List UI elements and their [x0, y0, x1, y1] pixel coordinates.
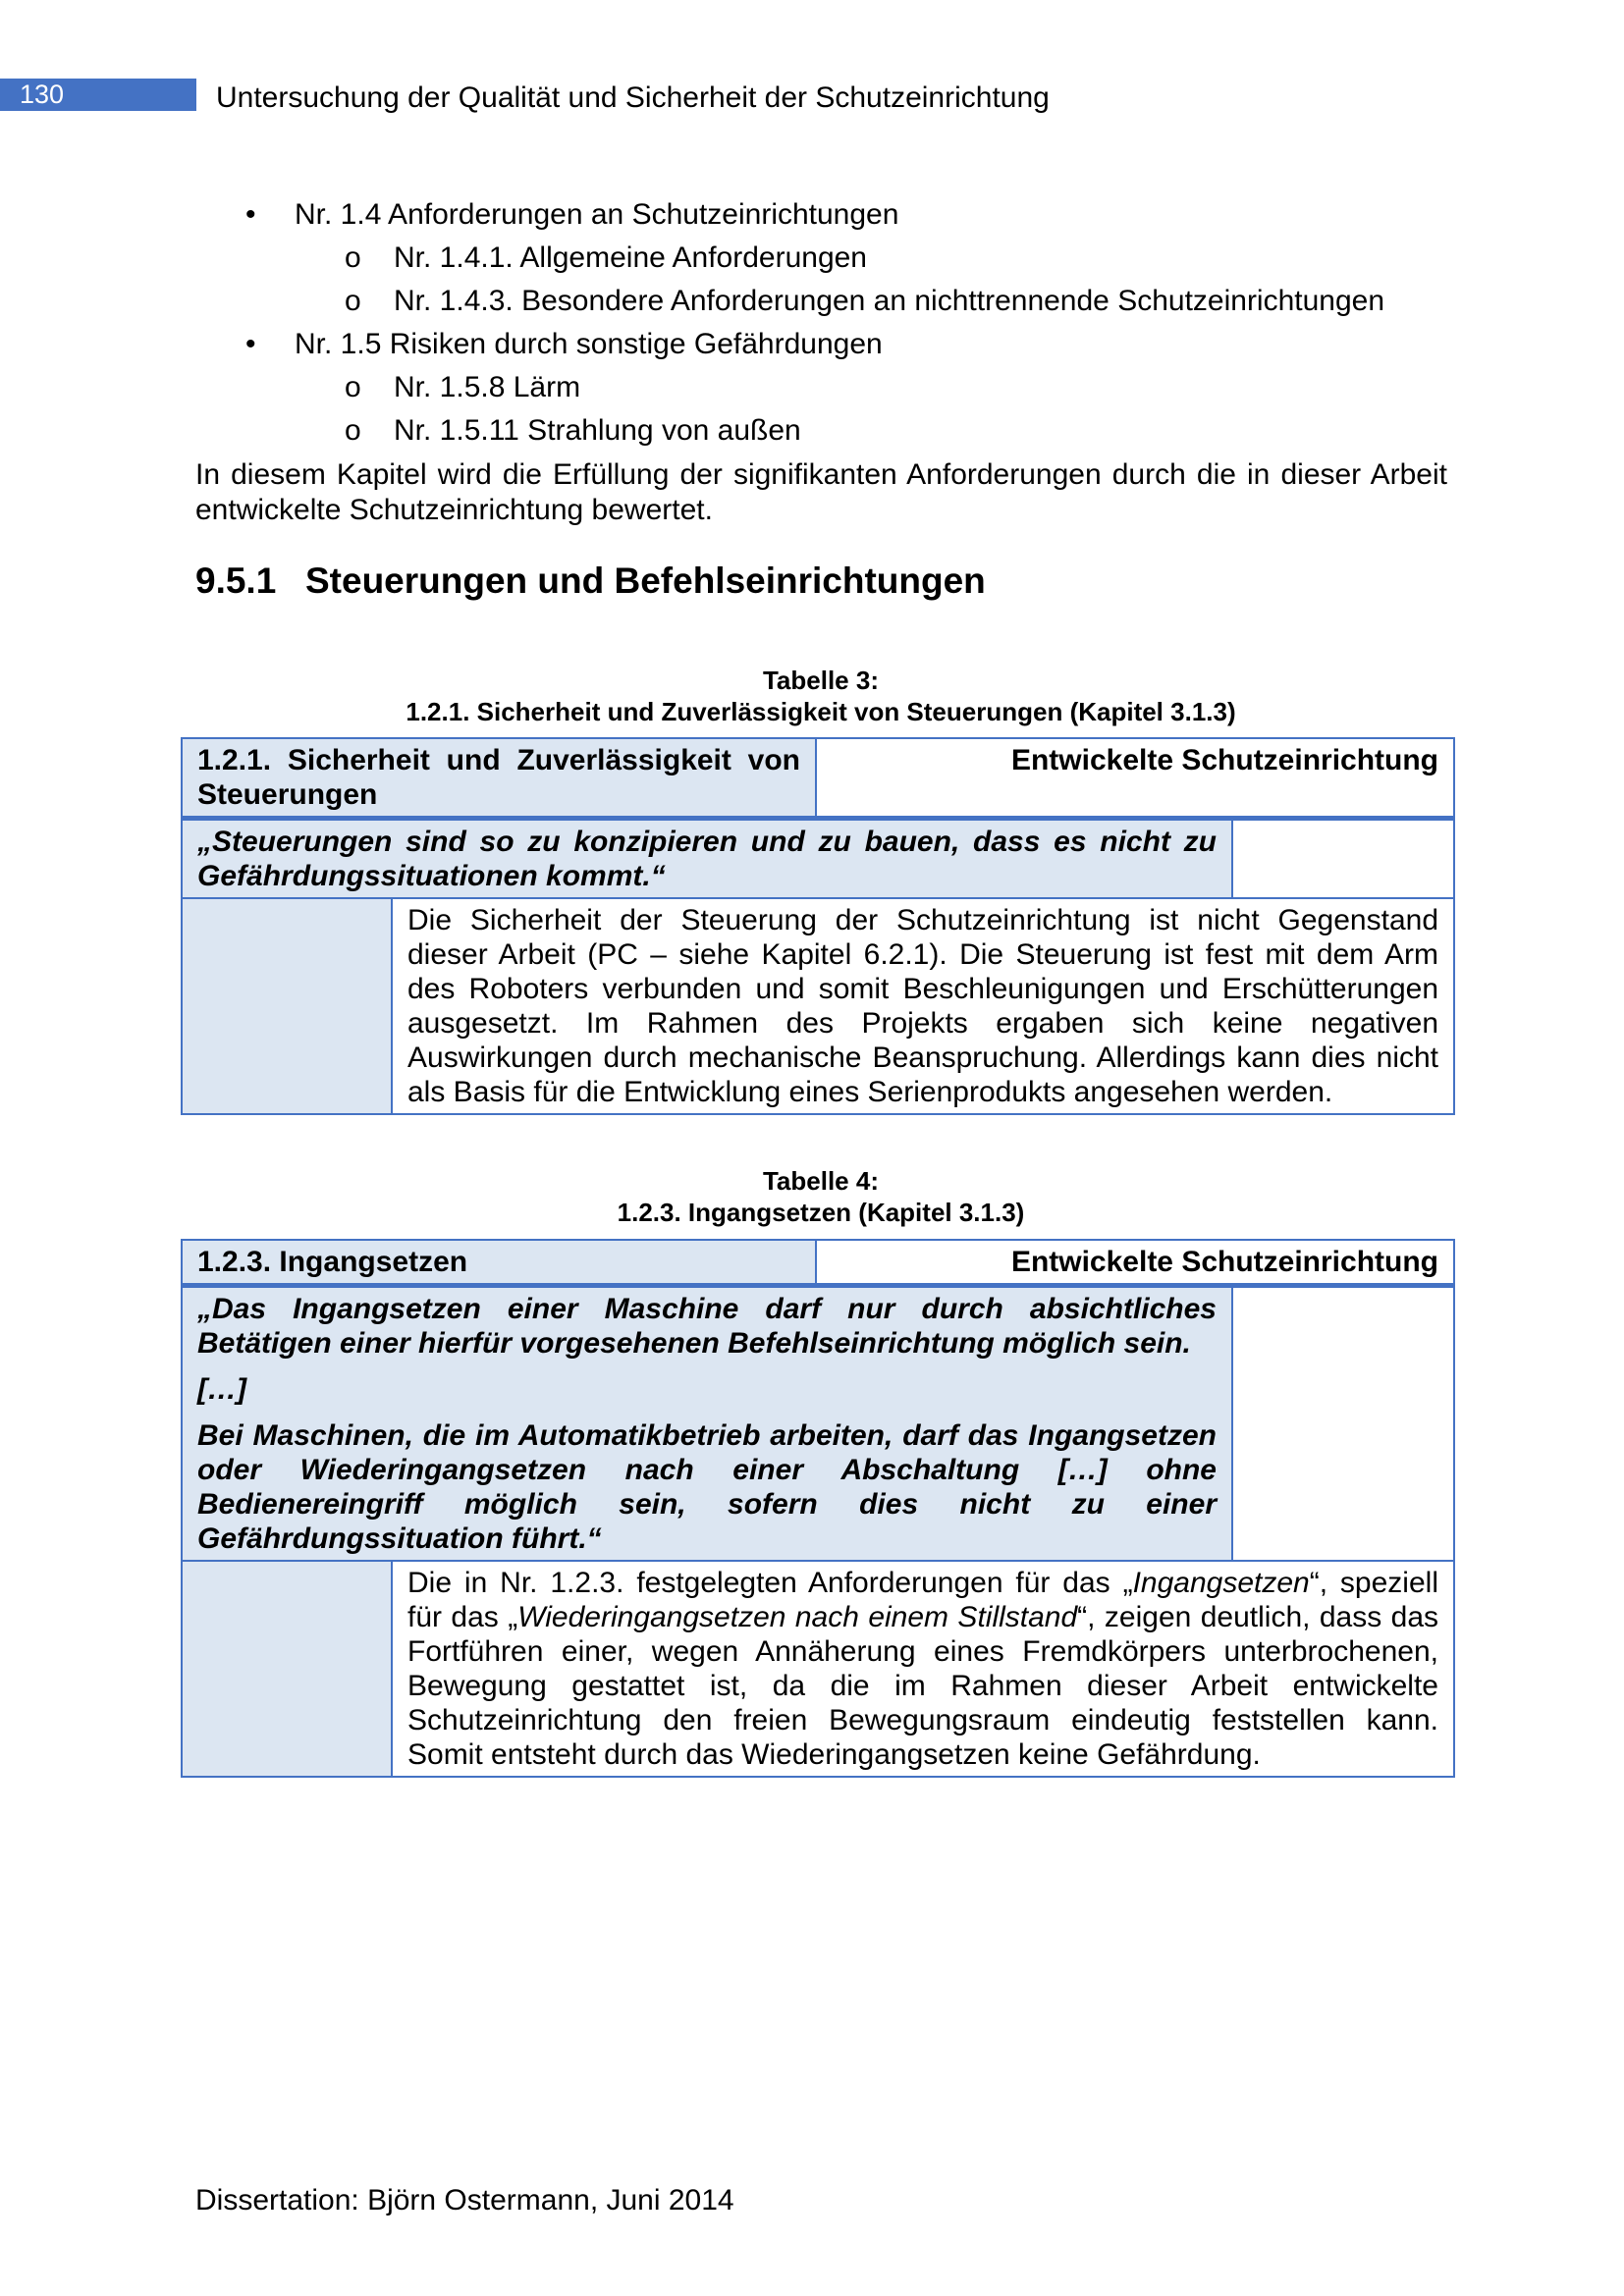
table4-body-text: “, zeigen deutlich, dass das Fortführen einer, wegen Annäherung eines Fremdkörpers unterbrochenen, Bewegung gestattet ist, da die im Rahmen dieser Arbeit entwickelte Schutzeinrichtung den freien Bewegungsraum eindeutig feststellen kann. Somit entsteht durch das Wiederingangsetzen keine Gefährdung. — [407, 1601, 1439, 1771]
requirements-list — [0, 193, 1624, 453]
table3-empty-cell — [1232, 819, 1454, 899]
table4-quote-p2: Bei Maschinen, die im Automatikbetrieb arbeiten, darf das Ingangsetzen oder Wiederingangsetzen nach einer Abschaltung […] ohne Bedienereingriff möglich sein, sofern dies nicht zu einer Gefährdungssituation führt.“ — [197, 1419, 1217, 1555]
list-item-text: Nr. 1.5.8 Lärm — [394, 371, 581, 403]
list-subitem — [0, 366, 1624, 409]
section-title: Steuerungen und Befehlseinrichtungen — [305, 561, 986, 601]
table4-quote-ellipsis: […] — [197, 1373, 246, 1406]
table4-body — [392, 1561, 1454, 1777]
sub-bullet-icon: o — [345, 241, 361, 274]
list-subitem — [0, 280, 1624, 323]
section-heading — [195, 557, 986, 606]
table3 — [181, 737, 1455, 1115]
table3-caption-label: Tabelle 3: — [762, 666, 879, 695]
table4-body-term: Ingangsetzen — [1132, 1567, 1310, 1599]
footer: Dissertation: Björn Ostermann, Juni 2014 — [195, 2184, 734, 2216]
table4 — [181, 1239, 1455, 1778]
table3-header-right: Entwickelte Schutzeinrichtung — [816, 738, 1454, 819]
list-item-text: Nr. 1.5.11 Strahlung von außen — [394, 414, 801, 447]
list-item-text: Nr. 1.4 Anforderungen an Schutzeinrichtungen — [295, 198, 899, 231]
table3-empty-cell — [182, 898, 392, 1114]
table4-header-right: Entwickelte Schutzeinrichtung — [816, 1240, 1454, 1286]
table4-empty-cell — [1232, 1286, 1454, 1562]
section-number: 9.5.1 — [195, 561, 277, 601]
sub-bullet-icon: o — [345, 285, 361, 317]
list-item — [0, 193, 1624, 237]
table-row — [182, 1561, 1454, 1777]
table-row — [182, 1286, 1454, 1562]
table4-body-text: Die in Nr. 1.2.3. festgelegten Anforderungen für das „ — [407, 1567, 1133, 1599]
table-row — [182, 1240, 1454, 1286]
table4-caption-title: 1.2.3. Ingangsetzen (Kapitel 3.1.3) — [617, 1198, 1025, 1227]
table3-quote: „Steuerungen sind so zu konzipieren und zu bauen, dass es nicht zu Gefährdungssituationen kommt.“ — [182, 819, 1232, 899]
table4-body-term: Wiederingangsetzen nach einem Stillstand — [517, 1601, 1078, 1633]
table3-caption-title: 1.2.1. Sicherheit und Zuverlässigkeit von Steuerungen (Kapitel 3.1.3) — [406, 697, 1236, 726]
list-item-text: Nr. 1.5 Risiken durch sonstige Gefährdungen — [295, 328, 883, 360]
table3-body: Die Sicherheit der Steuerung der Schutzeinrichtung ist nicht Gegenstand dieser Arbeit (PC – siehe Kapitel 6.2.1). Die Steuerung ist fest mit dem Arm des Roboters verbunden und somit Beschleunigungen und Erschütterungen ausgesetzt. Im Rahmen des Projekts ergaben sich keine negativen Auswirkungen durch mechanische Beanspruchung. Allerdings kann dies nicht als Basis für die Entwicklung eines Serienprodukts angesehen werden. — [392, 898, 1454, 1114]
table3-header-left: 1.2.1. Sicherheit und Zuverlässigkeit von Steuerungen — [182, 738, 816, 819]
bullet-icon: • — [245, 198, 256, 231]
page-number: 130 — [0, 79, 196, 111]
table-row — [182, 819, 1454, 899]
bullet-icon: • — [245, 328, 256, 360]
table4-body-text: “, speziell für das „ — [407, 1567, 1438, 1633]
table4-caption-label: Tabelle 4: — [762, 1166, 879, 1196]
table-row — [182, 898, 1454, 1114]
table4-quote — [182, 1286, 1232, 1562]
list-subitem — [0, 409, 1624, 453]
table4-empty-cell — [182, 1561, 392, 1777]
table4-quote-p1: „Das Ingangsetzen einer Maschine darf nur durch absichtliches Betätigen einer hierfür vorgesehenen Befehlseinrichtung möglich sein. — [197, 1293, 1217, 1360]
list-item — [0, 323, 1624, 366]
table4-header-left: 1.2.3. Ingangsetzen — [182, 1240, 816, 1286]
running-title: Untersuchung der Qualität und Sicherheit der Schutzeinrichtung — [216, 81, 1050, 114]
list-subitem — [0, 237, 1624, 280]
sub-bullet-icon: o — [345, 414, 361, 447]
table-row — [182, 738, 1454, 819]
sub-bullet-icon: o — [345, 371, 361, 403]
intro-paragraph: In diesem Kapitel wird die Erfüllung der signifikanten Anforderungen durch die in dieser Arbeit entwickelte Schutzeinrichtung bewertet. — [195, 458, 1447, 526]
list-item-text: Nr. 1.4.1. Allgemeine Anforderungen — [394, 241, 867, 274]
list-item-text: Nr. 1.4.3. Besondere Anforderungen an nichttrennende Schutzeinrichtungen — [394, 285, 1385, 317]
